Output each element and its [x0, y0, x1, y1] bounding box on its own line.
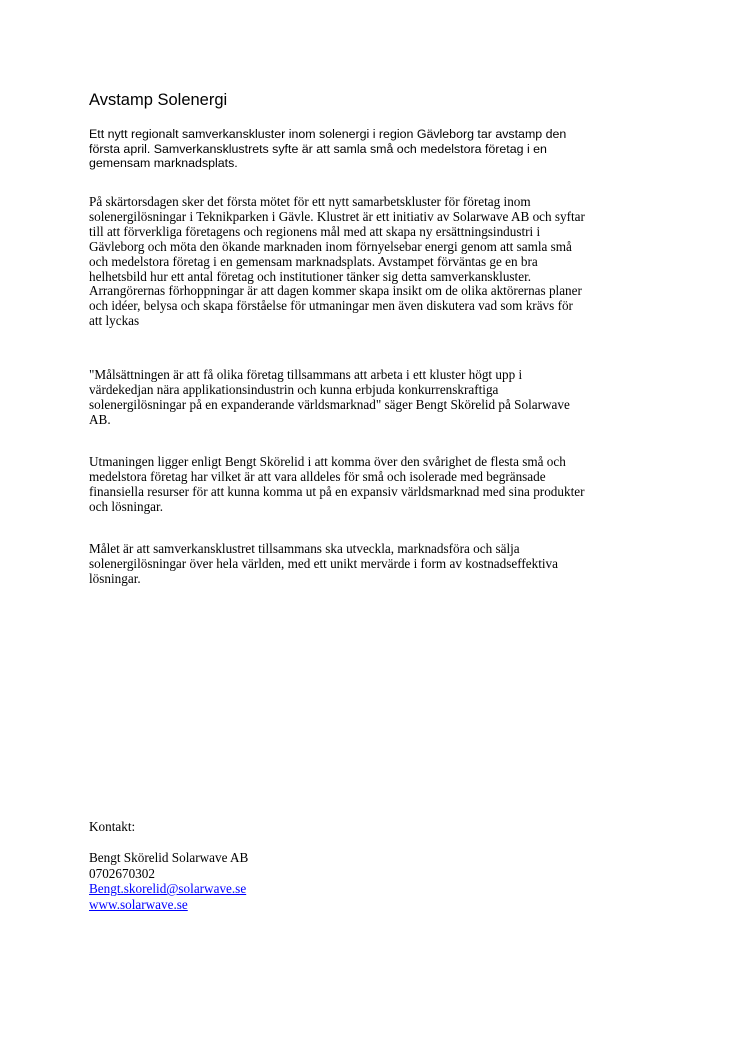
- text-line: och lösningar.: [89, 498, 163, 514]
- text-line: Arrangörernas förhoppningar är att dagen kommer skapa insikt om de olika aktörernas planer: [89, 283, 582, 299]
- text-line: Målet är att samverkansklustret tillsammans ska utveckla, marknadsföra och sälja: [89, 541, 520, 556]
- contact-phone: 0702670302: [89, 865, 155, 881]
- body-paragraph-goal: [89, 542, 558, 587]
- text-line: medelstora företag har vilket är att vara alldeles för små och isolerade med begränsade: [89, 468, 546, 484]
- text-line: lösningar.: [89, 570, 141, 586]
- body-paragraph-intro: [89, 195, 585, 329]
- lead-line: första april. Samverkansklustrets syfte är att samla små och medelstora företag i en: [89, 141, 547, 156]
- contact-spacer: [89, 835, 248, 851]
- text-line: Gävleborg och möta den ökande marknaden inom förnyelsebar energi genom att samla små: [89, 238, 572, 254]
- lead-paragraph: [89, 127, 566, 171]
- lead-line: gemensam marknadsplats.: [89, 156, 238, 170]
- contact-heading: Kontakt:: [89, 819, 136, 834]
- contact-name: Bengt Skörelid Solarwave AB: [89, 850, 249, 865]
- text-line: att lyckas: [89, 313, 140, 329]
- body-paragraph-challenge: [89, 455, 584, 515]
- contact-block: [89, 819, 248, 912]
- lead-line: Ett nytt regionalt samverkanskluster inom solenergi i region Gävleborg tar avstamp den: [89, 127, 567, 141]
- text-line: "Målsättningen är att få olika företag tillsammans att arbeta i ett kluster högt upp i: [89, 367, 523, 382]
- text-line: AB.: [89, 411, 111, 427]
- text-line: helhetsbild hur ett antal företag och institutioner tänker sig detta samverkanskluster.: [89, 268, 532, 284]
- text-line: och medelstora företag i en gemensam marknadsplats. Avstampet förväntas ge en bra: [89, 253, 538, 269]
- text-line: värdekedjan nära applikationsindustrin och kunna erbjuda konkurrenskraftiga: [89, 381, 499, 397]
- body-paragraph-quote: [89, 368, 570, 428]
- contact-email-link[interactable]: Bengt.skorelid@solarwave.se: [89, 881, 247, 896]
- page-title: Avstamp Solenergi: [89, 91, 228, 109]
- text-line: solenergilösningar på en expanderande världsmarknad" säger Bengt Skörelid på Solarwave: [89, 396, 570, 412]
- text-line: solenergilösningar över hela världen, med ett unikt mervärde i form av kostnadseffektiva: [89, 555, 558, 571]
- text-line: På skärtorsdagen sker det första mötet för ett nytt samarbetskluster för företag inom: [89, 194, 531, 209]
- contact-website-link[interactable]: www.solarwave.se: [89, 896, 188, 912]
- text-line: finansiella resurser för att kunna komma ut på en expansiv världsmarknad med sina produkter: [89, 483, 585, 499]
- text-line: till att förverkliga företagens och regionens mål med att skapa ny ersättningsindustri i: [89, 223, 541, 239]
- text-line: och idéer, belysa och skapa förståelse för utmaningar men även diskutera vad som krävs för: [89, 298, 573, 314]
- text-line: solenergilösningar i Teknikparken i Gävle. Klustret är ett initiativ av Solarwave AB och syftar: [89, 208, 585, 224]
- text-line: Utmaningen ligger enligt Bengt Skörelid i att komma över den svårighet de flesta små och: [89, 454, 566, 469]
